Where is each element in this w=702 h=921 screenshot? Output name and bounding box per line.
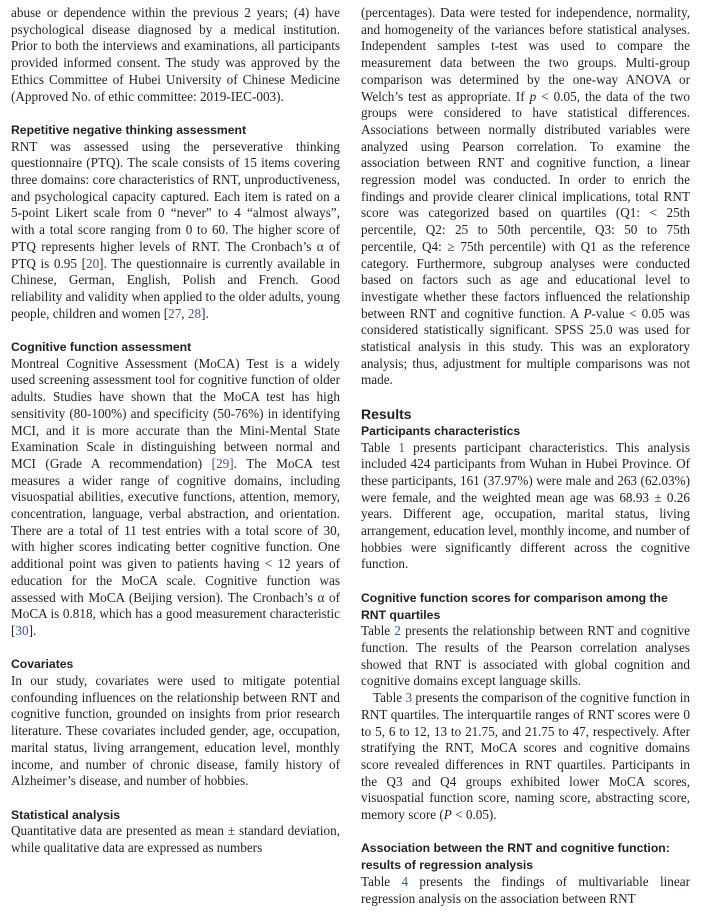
rnt-section-heading: Repetitive negative thinking assessment (11, 122, 247, 137)
citation-link-20[interactable]: 20 (85, 255, 100, 271)
cognitive-scores-heading: Cognitive function scores for comparison among the RNT quartiles (361, 590, 668, 622)
citation-link-30[interactable]: 30 (15, 622, 29, 638)
citation-link-28[interactable]: 28 (187, 305, 202, 321)
left-column (11, 5, 340, 857)
citation-link-27[interactable]: 27 (168, 305, 182, 321)
cognitive-section-heading: Cognitive function assessment (11, 340, 192, 355)
table-link-1[interactable]: 1 (398, 439, 405, 455)
right-column (361, 5, 690, 907)
statistical-analysis-continued: (percentages). Data were tested for independence, normality, and homogeneity of the variances before statistical analyses. Independent samples t-test was used to compare the measurement data between the two groups. Multi-group comparison was determined by the one-way ANOVA or Welch’s test as appropriate. If p < 0.05, the data of the two groups were considered to have statistical differences. Associations between normally distributed variables were analyzed using Pearson correlation. To examine the association between RNT and cognitive function, a linear regression model was conducted. In order to enrich the findings and provide clearer clinical implications, total RNT score was categorized based on quartiles (Q1: < 25th percentile, Q2: 25 to 50th percentile, Q3: 50 to 75th percentile, Q4: ≥ 75th percentile) with Q1 as the reference category. Furthermore, subgroup analyses were conducted based on factors such as age and educational level to investigate whether these factors influenced the relationship between RNT and cognitive function. A P-value < 0.05 was considered statistically significant. SPSS 25.0 was used for statistical analysis in this study. This was an exploratory analysis; thus, adjustment for multiple comparisons was not made. (361, 5, 691, 388)
participants-paragraph: Table 1 presents participant characteristics. This analysis included 424 participants from Wuhan in Hubei Province. Of these participants, 161 (37.97%) were male and 263 (62.03%) were female, and the weighted mean age was 68.93 ± 0.26 years. Different age, occupation, marital status, living arrangement, education level, monthly income, and number of hobbies were significantly different across the cognitive function. (361, 439, 690, 572)
statistical-analysis-paragraph: Quantitative data are presented as mean ± standard deviation, while qualitative data are expressed as numbers (11, 823, 340, 856)
covariates-heading: Covariates (11, 657, 74, 672)
association-paragraph: Table 4 presents the findings of multivariable linear regression analysis on the association between RNT (361, 873, 690, 906)
cognitive-scores-paragraph-1: Table 2 presents the relationship between RNT and cognitive function. The results of the Pearson correlation analyses showed that RNT is associated with global cognition and cognitive domains except language skills. (361, 623, 690, 689)
association-heading: Association between the RNT and cognitive function: results of regression analysis (361, 841, 670, 873)
rnt-paragraph: RNT was assessed using the perseverative thinking questionnaire (PTQ). The scale consists of 15 items covering three domains: core characteristics of RNT, unproductiveness, and psychological capacity captured. Each item is rated on a 5-point Likert scale from 0 “never” to 4 “almost always”, with a total score ranging from 0 to 60. The higher score of PTQ represents higher levels of RNT. The Cronbach’s α of PTQ is 0.95 [20]. The questionnaire is currently available in Chinese, German, English, Polish and French. Good reliability and validity when applied to the older adults, young people, children and women [27, 28]. (11, 138, 340, 321)
citation-link-29[interactable]: [29] (211, 455, 234, 471)
table-link-4[interactable]: 4 (401, 873, 409, 889)
cognitive-scores-paragraph-2: Table 3 presents the comparison of the cognitive function in RNT quartiles. The interquartile ranges of RNT scores were 0 to 5, 6 to 12, 13 to 21.75, and 21.75 to 47, respectively. After stratifying the RNT, MoCA scores and cognitive domains score revealed differences in RNT quartiles. Participants in the Q3 and Q4 groups exhibited lower MoCA scores, visuospatial function score, naming score, abstracting score, memory score (P < 0.05). (361, 690, 690, 823)
cognitive-paragraph: Montreal Cognitive Assessment (MoCA) Test is a widely used screening assessment tool for cognitive function of older adults. Studies have shown that the MoCA test has high sensitivity (80-100%) and specificity (50-76%) in identifying MCI, and it is more accurate than the Mini-Mental State Examination Scale in distinguishing between normal and MCI (Grade A recommendation) [29]. The MoCA test measures a wider range of cognitive domains, including visuospatial abilities, executive functions, attention, memory, concentration, language, verbal abstraction, and orientation. There are a total of 11 test entries with a total score of 30, with higher scores indicating better cognitive function. One additional point was given to patients having < 12 years of education for the MoCA scale. Cognitive function was assessed with MoCA (Beijing version). The Cronbach’s α of MoCA is 0.818, which has a good measurement characteristic [30]. (11, 355, 340, 638)
results-heading: Results (361, 405, 412, 422)
intro-paragraph: abuse or dependence within the previous 2 years; (4) have psychological disease diagnosed by a medical institution. Prior to both the interviews and examinations, all participants provided informed consent. The study was approved by the Ethics Committee of Hubei University of Chinese Medicine (Approved No. of ethic committee: 2019-IEC-003). (11, 5, 340, 104)
statistical-analysis-heading: Statistical analysis (11, 807, 121, 822)
table-link-3[interactable]: 3 (405, 690, 413, 706)
covariates-paragraph: In our study, covariates were used to mitigate potential confounding influences on the relationship between RNT and cognitive function, grounded on insights from prior research literature. These covariates included gender, age, occupation, marital status, living arrangement, education level, monthly income, and number of chronic disease, family history of Alzheimer’s disease, and number of hobbies. (11, 673, 340, 789)
participants-heading: Participants characteristics (361, 423, 521, 438)
table-link-2[interactable]: 2 (394, 623, 401, 639)
